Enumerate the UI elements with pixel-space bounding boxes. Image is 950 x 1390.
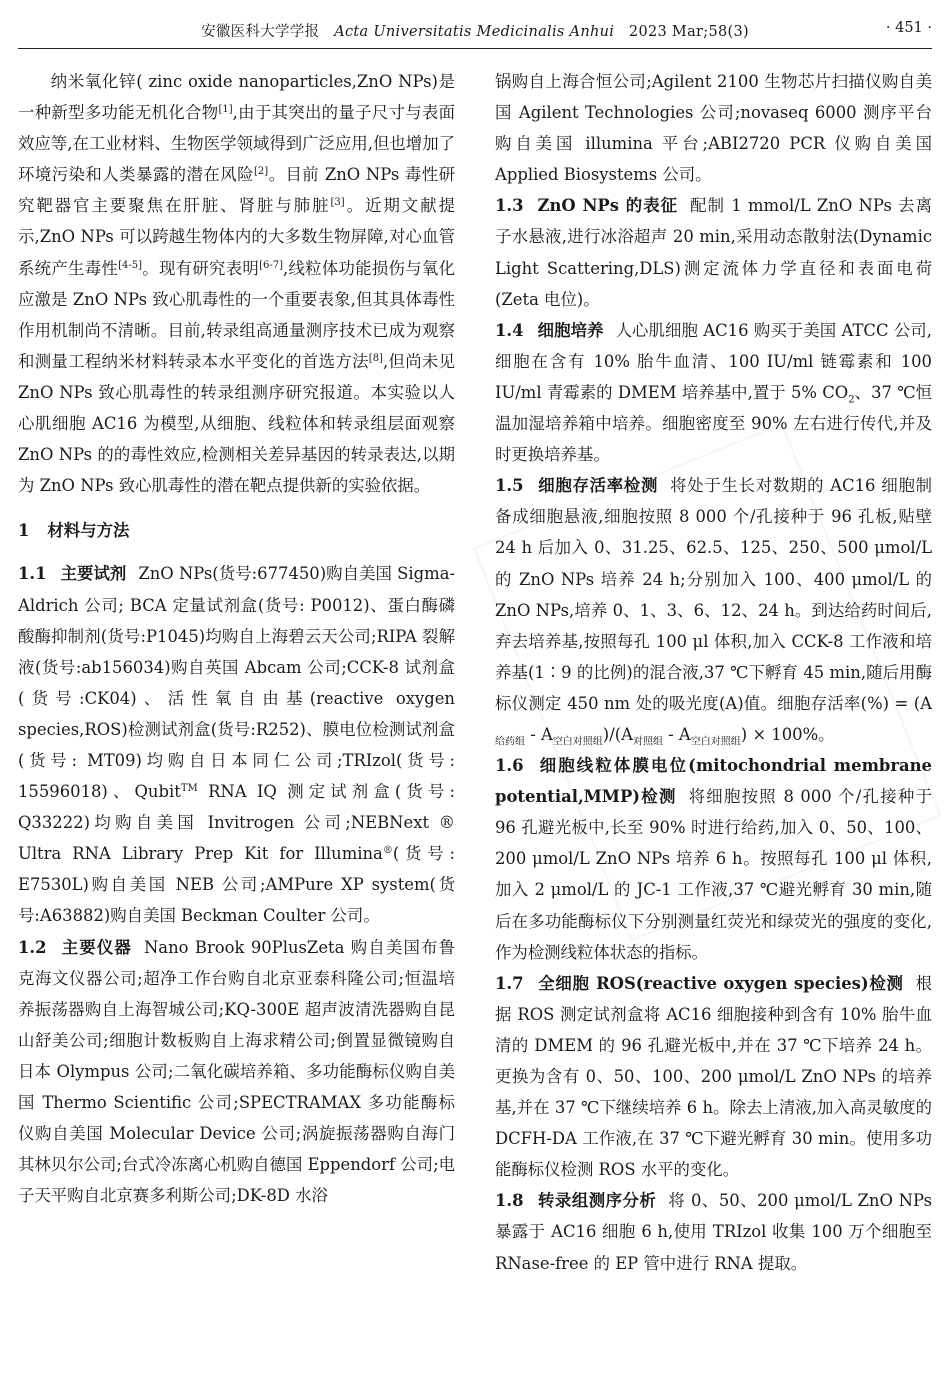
subsection-heading: 1.6 细胞线粒体膜电位(mitochondrial membrane potential,MMP)检测 xyxy=(495,756,932,807)
subsection-heading: 1.7 全细胞 ROS(reactive oxygen species)检测 xyxy=(495,973,904,993)
subsection-heading: 1.3 ZnO NPs 的表征 xyxy=(495,196,679,216)
subsection-heading: 1.5 细胞存活率检测 xyxy=(495,476,659,496)
subsection-1-7: 1.7 全细胞 ROS(reactive oxygen species)检测 根据 ROS 测定试剂盒将 AC16 细胞接种到含有 10% 胎牛血清的 DMEM 的 96 孔避光板中,并在 37 ℃下培养 24 h。更换为含有 0、50、100、200 μmol/L ZnO NPs 的培养基,并在 37 ℃下继续培养 6 h。除去上清液,加入高灵敏度的 DCFH-DA 工作液,在 37 ℃下避光孵育 30 min。使用多功能酶标仪检测 ROS 水平的变化。 xyxy=(495,973,932,1180)
citation[interactable]: [2] xyxy=(253,166,269,178)
subsection-1-4: 1.4 细胞培养 人心肌细胞 AC16 购买于美国 ATCC 公司,细胞在含有 10% 胎牛血清、100 IU/ml 链霉素和 100 IU/ml 青霉素的 DMEM 培养基中,置于 5% $CO_2$、37 ℃恒温加湿培养箱中培养。细胞密度至 90% 左右进行传代,并及时更换培养基。 xyxy=(495,320,933,465)
citation[interactable]: [3] xyxy=(330,197,345,209)
subsection-1-5: 1.5 细胞存活率检测 将处于生长对数期的 AC16 细胞制备成细胞悬液,细胞按照 8 000 个/孔接种于 96 孔板,贴壁 24 h 后加入 0、31.25、62.5、125、250、500 μmol/L 的 ZnO NPs 培养 24 h;分别加入 100、400 μmol/L 的 ZnO NPs,培养 0、1、3、6、12、24 h。到达给药时间后,弃去培养基,按照每孔 100 μl 体积,加入 CCK-8 工作液和培养基(1∶9 的比例)的混合液,37 ℃下孵育 45 min,随后用酶标仪测定 450 nm 处的吸光度(A)值。细胞存活率(%) = $(A_{给药组} - A_{空白对照组})/(A_{对照组} - A_{空白对照组}) \times 100\%$。 xyxy=(495,476,933,748)
citation[interactable]: [8] xyxy=(368,352,383,364)
subsection-1-2: 1.2 主要仪器 Nano Brook 90PlusZeta 购自美国布鲁克海文仪器公司;超净工作台购自北京亚泰科隆公司;恒温培养振荡器购自上海智城公司;KQ-300E 超声波清洗器购自昆山舒美公司;细胞计数板购自上海求精公司;倒置显微镜购自日本 Olympus 公司;二氧化碳培养箱、多功能酶标仪购自美国 Thermo Scientific 公司;SPECTRAMAX 多功能酶标仪购自美国 Molecular Device 公司;涡旋振荡器购自海门其林贝尔公司;台式冷冻离心机购自德国 Eppendorf 公司;电子天平购自北京赛多利斯公司;DK-8D 水浴 xyxy=(18,937,455,1206)
left-column xyxy=(18,66,455,1211)
subsection-heading: 1.2 主要仪器 xyxy=(18,937,132,957)
subsection-heading: 1.8 转录组测序分析 xyxy=(495,1191,657,1211)
right-column xyxy=(495,66,932,1279)
running-header xyxy=(18,14,932,49)
journal-info xyxy=(18,20,932,41)
intro-paragraph: 纳米氧化锌( zinc oxide nanoparticles,ZnO NPs)是一种新型多功能无机化合物[1],由于其突出的量子尺寸与表面效应等,在工业材料、生物医学领域得到广泛应用,但也增加了环境污染和人类暴露的潜在风险[2]。目前 ZnO NPs 毒性研究靶器官主要聚焦在肝脏、肾脏与肺脏[3]。近期文献提示,ZnO NPs 可以跨越生物体内的大多数生物屏障,对心血管系统产生毒性[4-5]。现有研究表明[6-7],线粒体功能损伤与氧化应激是 ZnO NPs 致心肌毒性的一个重要表象,但其具体毒性作用机制尚不清晰。目前,转录组高通量测序技术已成为观察和测量工程纳米材料转录本水平变化的首选方法[8],但尚未见 ZnO NPs 致心肌毒性的转录组测序研究报道。本实验以人心肌细胞 AC16 为模型,从细胞、线粒体和转录组层面观察 ZnO NPs 的的毒性效应,检测相关差异基因的转录表达,以期为 ZnO NPs 致心肌毒性的潜在靶点提供新的实验依据。 xyxy=(18,72,456,496)
citation[interactable]: [1] xyxy=(218,104,233,116)
journal-name-en: Acta Universitatis Medicinalis Anhui xyxy=(334,24,615,40)
section-heading-methods: 1 材料与方法 xyxy=(18,521,130,541)
journal-name-cn: 安徽医科大学学报 xyxy=(201,24,320,40)
citation[interactable]: [4-5] xyxy=(118,259,142,271)
subsection-1-8: 1.8 转录组测序分析 将 0、50、200 μmol/L ZnO NPs 暴露于 AC16 细胞 6 h,使用 TRIzol 收集 100 万个细胞至 RNase-free 的 EP 管中进行 RNA 提取。 xyxy=(495,1191,932,1273)
subsection-1-3: 1.3 ZnO NPs 的表征 配制 1 mmol/L ZnO NPs 去离子水悬液,进行冰浴超声 20 min,采用动态散射法(Dynamic Light Scattering,DLS)测定流体力学直径和表面电荷(Zeta 电位)。 xyxy=(495,196,933,309)
instrument-list-continued: 锅购自上海合恒公司;Agilent 2100 生物芯片扫描仪购自美国 Agilent Technologies 公司;novaseq 6000 测序平台购自美国 illumina 平台;ABI2720 PCR 仪购自美国 Applied Biosystems 公司。 xyxy=(495,72,932,185)
journal-issue: 2023 Mar;58(3) xyxy=(628,24,749,40)
citation[interactable]: [6-7] xyxy=(259,259,283,271)
subsection-1-6: 1.6 细胞线粒体膜电位(mitochondrial membrane potential,MMP)检测 将细胞按照 8 000 个/孔接种于 96 孔避光板中,长至 90% 时进行给药,加入 0、50、100、200 μmol/L ZnO NPs 培养 6 h。按照每孔 100 μl 体积,加入 2 μmol/L 的 JC-1 工作液,37 ℃避光孵育 30 min,随后在多功能酶标仪下分别测量红荧光和绿荧光的强度的变化,作为检测线粒体状态的指标。 xyxy=(495,756,932,962)
subsection-1-1: 1.1 主要试剂 ZnO NPs(货号:677450)购自美国 Sigma-Aldrich 公司; BCA 定量试剂盒(货号: P0012)、蛋白酶磷酸酶抑制剂(货号:P1045)均购自上海碧云天公司;RIPA 裂解液(货号:ab156034)购自英国 Abcam 公司;CCK-8 试剂盒(货号:CK04)、活性氧自由基(reactive oxygen species,ROS)检测试剂盒(货号:R252)、膜电位检测试剂盒(货号: MT09)均购自日本同仁公司;TRIzol(货号: 15596018)、Qubit™ RNA IQ 测定试剂盒(货号: Q33222)均购自美国 Invitrogen 公司;NEBNext ® Ultra RNA Library Prep Kit for Illumina®(货号: E7530L)购自美国 NEB 公司;AMPure XP system(货号:A63882)购自美国 Beckman Coulter 公司。 xyxy=(18,564,456,926)
page-number: · 451 · xyxy=(885,20,932,36)
subsection-heading: 1.4 细胞培养 xyxy=(495,320,604,340)
subsection-heading: 1.1 主要试剂 xyxy=(18,564,127,584)
